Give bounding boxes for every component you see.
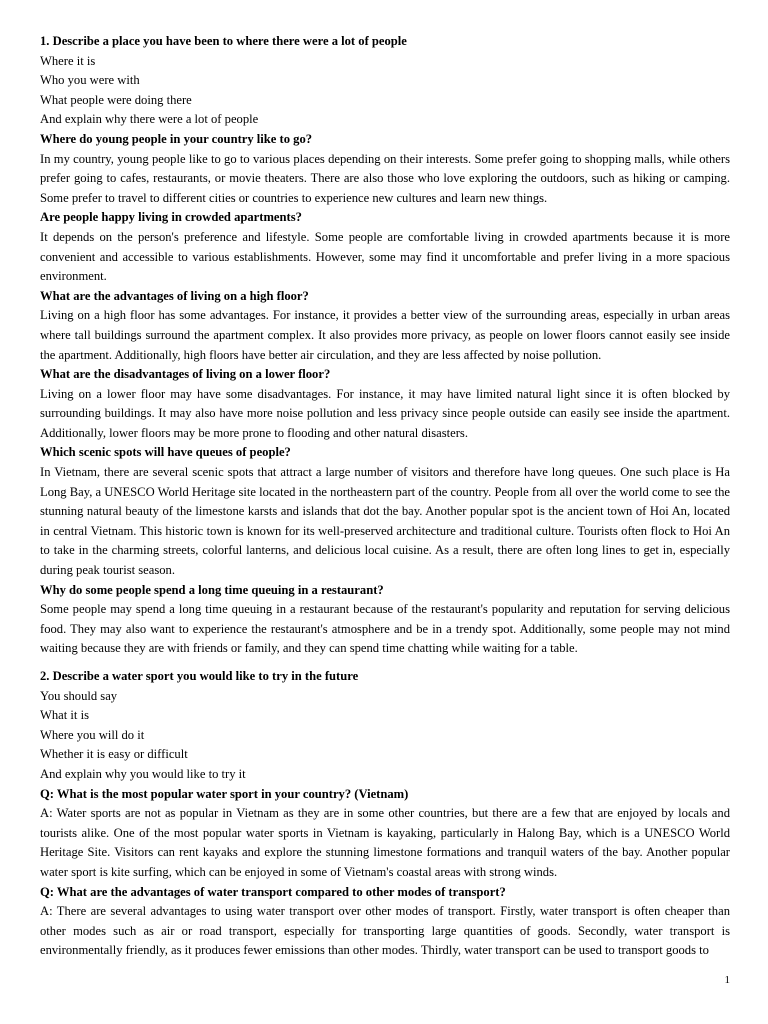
- section-2-prompt: And explain why you would like to try it: [40, 766, 246, 781]
- answer-paragraph: A: There are several advantages to using water transport over other modes of transport. Firstly, water transport is often cheaper than other modes such as air or road transport, especially for transporting large quantities of goods. Secondly, water transport is environmentally friendly, as it produces fewer emissions than other modes. Thirdly, water transport can be used to transport goods to: [40, 904, 730, 958]
- question: Why do some people spend a long time queuing in a restaurant?: [40, 582, 384, 597]
- section-spacer: [40, 659, 730, 667]
- section-1-prompt: Who you were with: [40, 73, 140, 88]
- question: Q: What are the advantages of water transport compared to other modes of transport?: [40, 884, 506, 899]
- page-number: 1: [724, 974, 730, 986]
- section-2-title: 2. Describe a water sport you would like to try in the future: [40, 669, 359, 683]
- section-2-prompt: You should say: [40, 688, 118, 703]
- section-1-prompt: What people were doing there: [40, 92, 192, 107]
- section-2-prompt: What it is: [40, 708, 89, 723]
- section-2-prompt: Whether it is easy or difficult: [40, 747, 188, 762]
- section-2-prompt: Where you will do it: [40, 727, 145, 742]
- answer-paragraph: Living on a high floor has some advantages. For instance, it provides a better view of the surrounding areas, especially in urban areas where tall buildings surround the apartment complex. It also provides more privacy, as people on lower floors cannot easily see inside the apartment. Additionally, high floors have better air circulation, and they are less affected by noise pollution.: [40, 308, 730, 362]
- answer-paragraph: Some people may spend a long time queuing in a restaurant because of the restaurant's popularity and reputation for serving delicious food. They may also want to experience the restaurant's atmosphere and be in a trendy spot. Additionally, some people may not mind waiting because they are with friends or family, and they can spend time chatting while waiting for a table.: [40, 602, 730, 656]
- question: Are people happy living in crowded apartments?: [40, 210, 302, 225]
- question: Q: What is the most popular water sport in your country? (Vietnam): [40, 786, 409, 801]
- question: What are the disadvantages of living on a lower floor?: [40, 367, 331, 382]
- section-1-title: 1. Describe a place you have been to where there were a lot of people: [40, 34, 407, 48]
- answer-paragraph: In Vietnam, there are several scenic spots that attract a large number of visitors and therefore have long queues. One such place is Ha Long Bay, a UNESCO World Heritage site located in the northeastern part of the country. People from all over the world come to see the stunning natural beauty of the limestone karsts and islands that dot the bay. Another popular spot is the ancient town of Hoi An, located in central Vietnam. This historic town is known for its well-preserved architecture and traditional culture. Tourists often flock to Hoi An to take in the charming streets, colorful lanterns, and delicious local cuisine. As a result, there are often long lines to get in, especially during peak tourist season.: [40, 465, 730, 578]
- question: Which scenic spots will have queues of people?: [40, 445, 291, 460]
- document-page: [40, 32, 730, 961]
- question: Where do young people in your country like to go?: [40, 131, 313, 146]
- answer-paragraph: In my country, young people like to go to various places depending on their interests. Some prefer going to shopping malls, while others prefer going to cafes, restaurants, or movie theaters. There are also those who love exploring the outdoors, such as hiking or camping. Some prefer to travel to different cities or countries to experience new cultures and learn new things.: [40, 151, 730, 205]
- section-1-prompt: Where it is: [40, 53, 96, 68]
- answer-paragraph: Living on a lower floor may have some disadvantages. For instance, it may have limited natural light since it is often blocked by surrounding buildings. It may also have more noise pollution and less privacy since people outside can easily see inside the apartment. Additionally, lower floors may be more prone to flooding and other natural disasters.: [40, 386, 730, 440]
- answer-paragraph: A: Water sports are not as popular in Vietnam as they are in some other countries, but there are a few that are enjoyed by locals and tourists alike. One of the most popular water sports in Vietnam is kayaking, particularly in Halong Bay, which is a UNESCO World Heritage Site. Visitors can rent kayaks and explore the stunning limestone formations and tranquil waters of the bay. Another popular water sport is kite surfing, which can be enjoyed in some of Vietnam's coastal areas with strong winds.: [40, 806, 730, 879]
- answer-paragraph: It depends on the person's preference and lifestyle. Some people are comfortable living in crowded apartments because it is more convenient and accessible to various establishments. However, some may find it uncomfortable and prefer living in a more spacious environment.: [40, 229, 730, 284]
- question: What are the advantages of living on a high floor?: [40, 288, 309, 303]
- section-1-prompt: And explain why there were a lot of people: [40, 112, 259, 127]
